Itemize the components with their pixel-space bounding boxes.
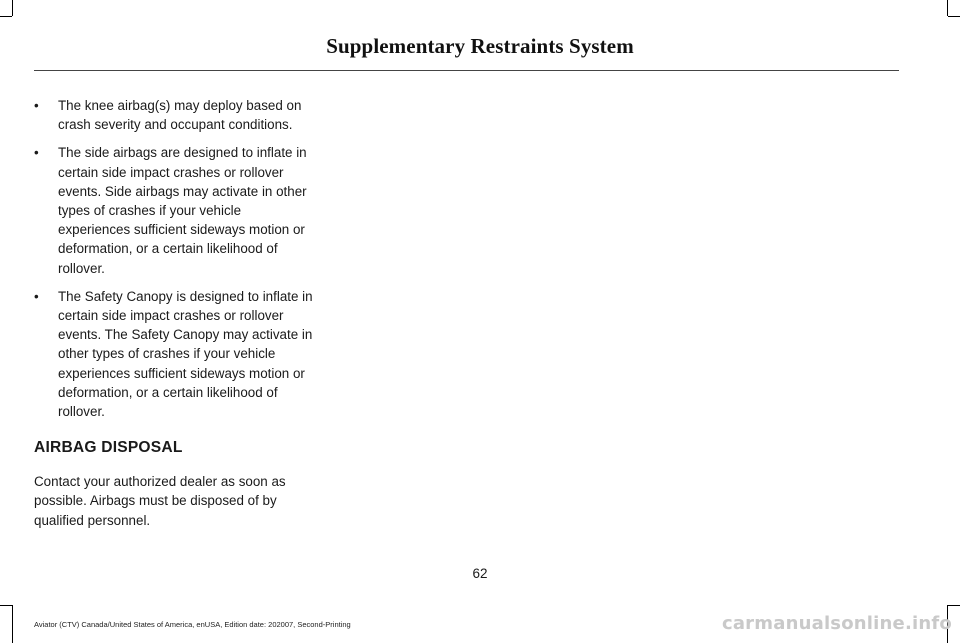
bullet-list (34, 96, 314, 421)
crop-mark-bottom-right-horizontal (948, 605, 960, 606)
edition-footer: Aviator (CTV) Canada/United States of America, enUSA, Edition date: 202007, Second-Printing (34, 620, 351, 629)
page-number: 62 (472, 566, 488, 581)
main-column (34, 96, 314, 530)
crop-mark-top-right-horizontal (948, 16, 960, 17)
bullet-marker: • (34, 145, 39, 161)
bullet-item-safety-canopy (34, 287, 314, 421)
bullet-marker: • (34, 98, 39, 113)
crop-mark-top-left-vertical (12, 0, 13, 16)
header-divider (34, 70, 899, 71)
section-heading: AIRBAG DISPOSAL (34, 439, 183, 457)
crop-mark-top-left-horizontal (0, 16, 12, 17)
crop-mark-bottom-left-horizontal (0, 605, 12, 606)
disposal-paragraph: Contact your authorized dealer as soon as possible. Airbags must be disposed of by qualified personnel. (34, 474, 286, 528)
bullet-marker: • (34, 288, 39, 304)
page-title: Supplementary Restraints System (326, 34, 634, 58)
bullet-item-side-airbags (34, 143, 314, 277)
crop-mark-top-right-vertical (947, 0, 948, 16)
bullet-item-knee-airbag (34, 96, 314, 134)
watermark: carmanualsonline.info (721, 613, 952, 634)
crop-mark-bottom-left-vertical (12, 605, 13, 643)
bullet-text: The side airbags are designed to inflate in certain side impact crashes or rollover events. Side airbags may activate in other types of crashes if your vehicle experiences sufficient sideways motion or deformation, or a certain likelihood of rollover. (58, 145, 307, 276)
bullet-text: The Safety Canopy is designed to inflate in certain side impact crashes or rollover events. The Safety Canopy may activate in other types of crashes if your vehicle experiences sufficient sideways motion or deformation, or a certain likelihood of rollover. (58, 288, 313, 420)
bullet-text: The knee airbag(s) may deploy based on crash severity and occupant conditions. (58, 98, 302, 133)
